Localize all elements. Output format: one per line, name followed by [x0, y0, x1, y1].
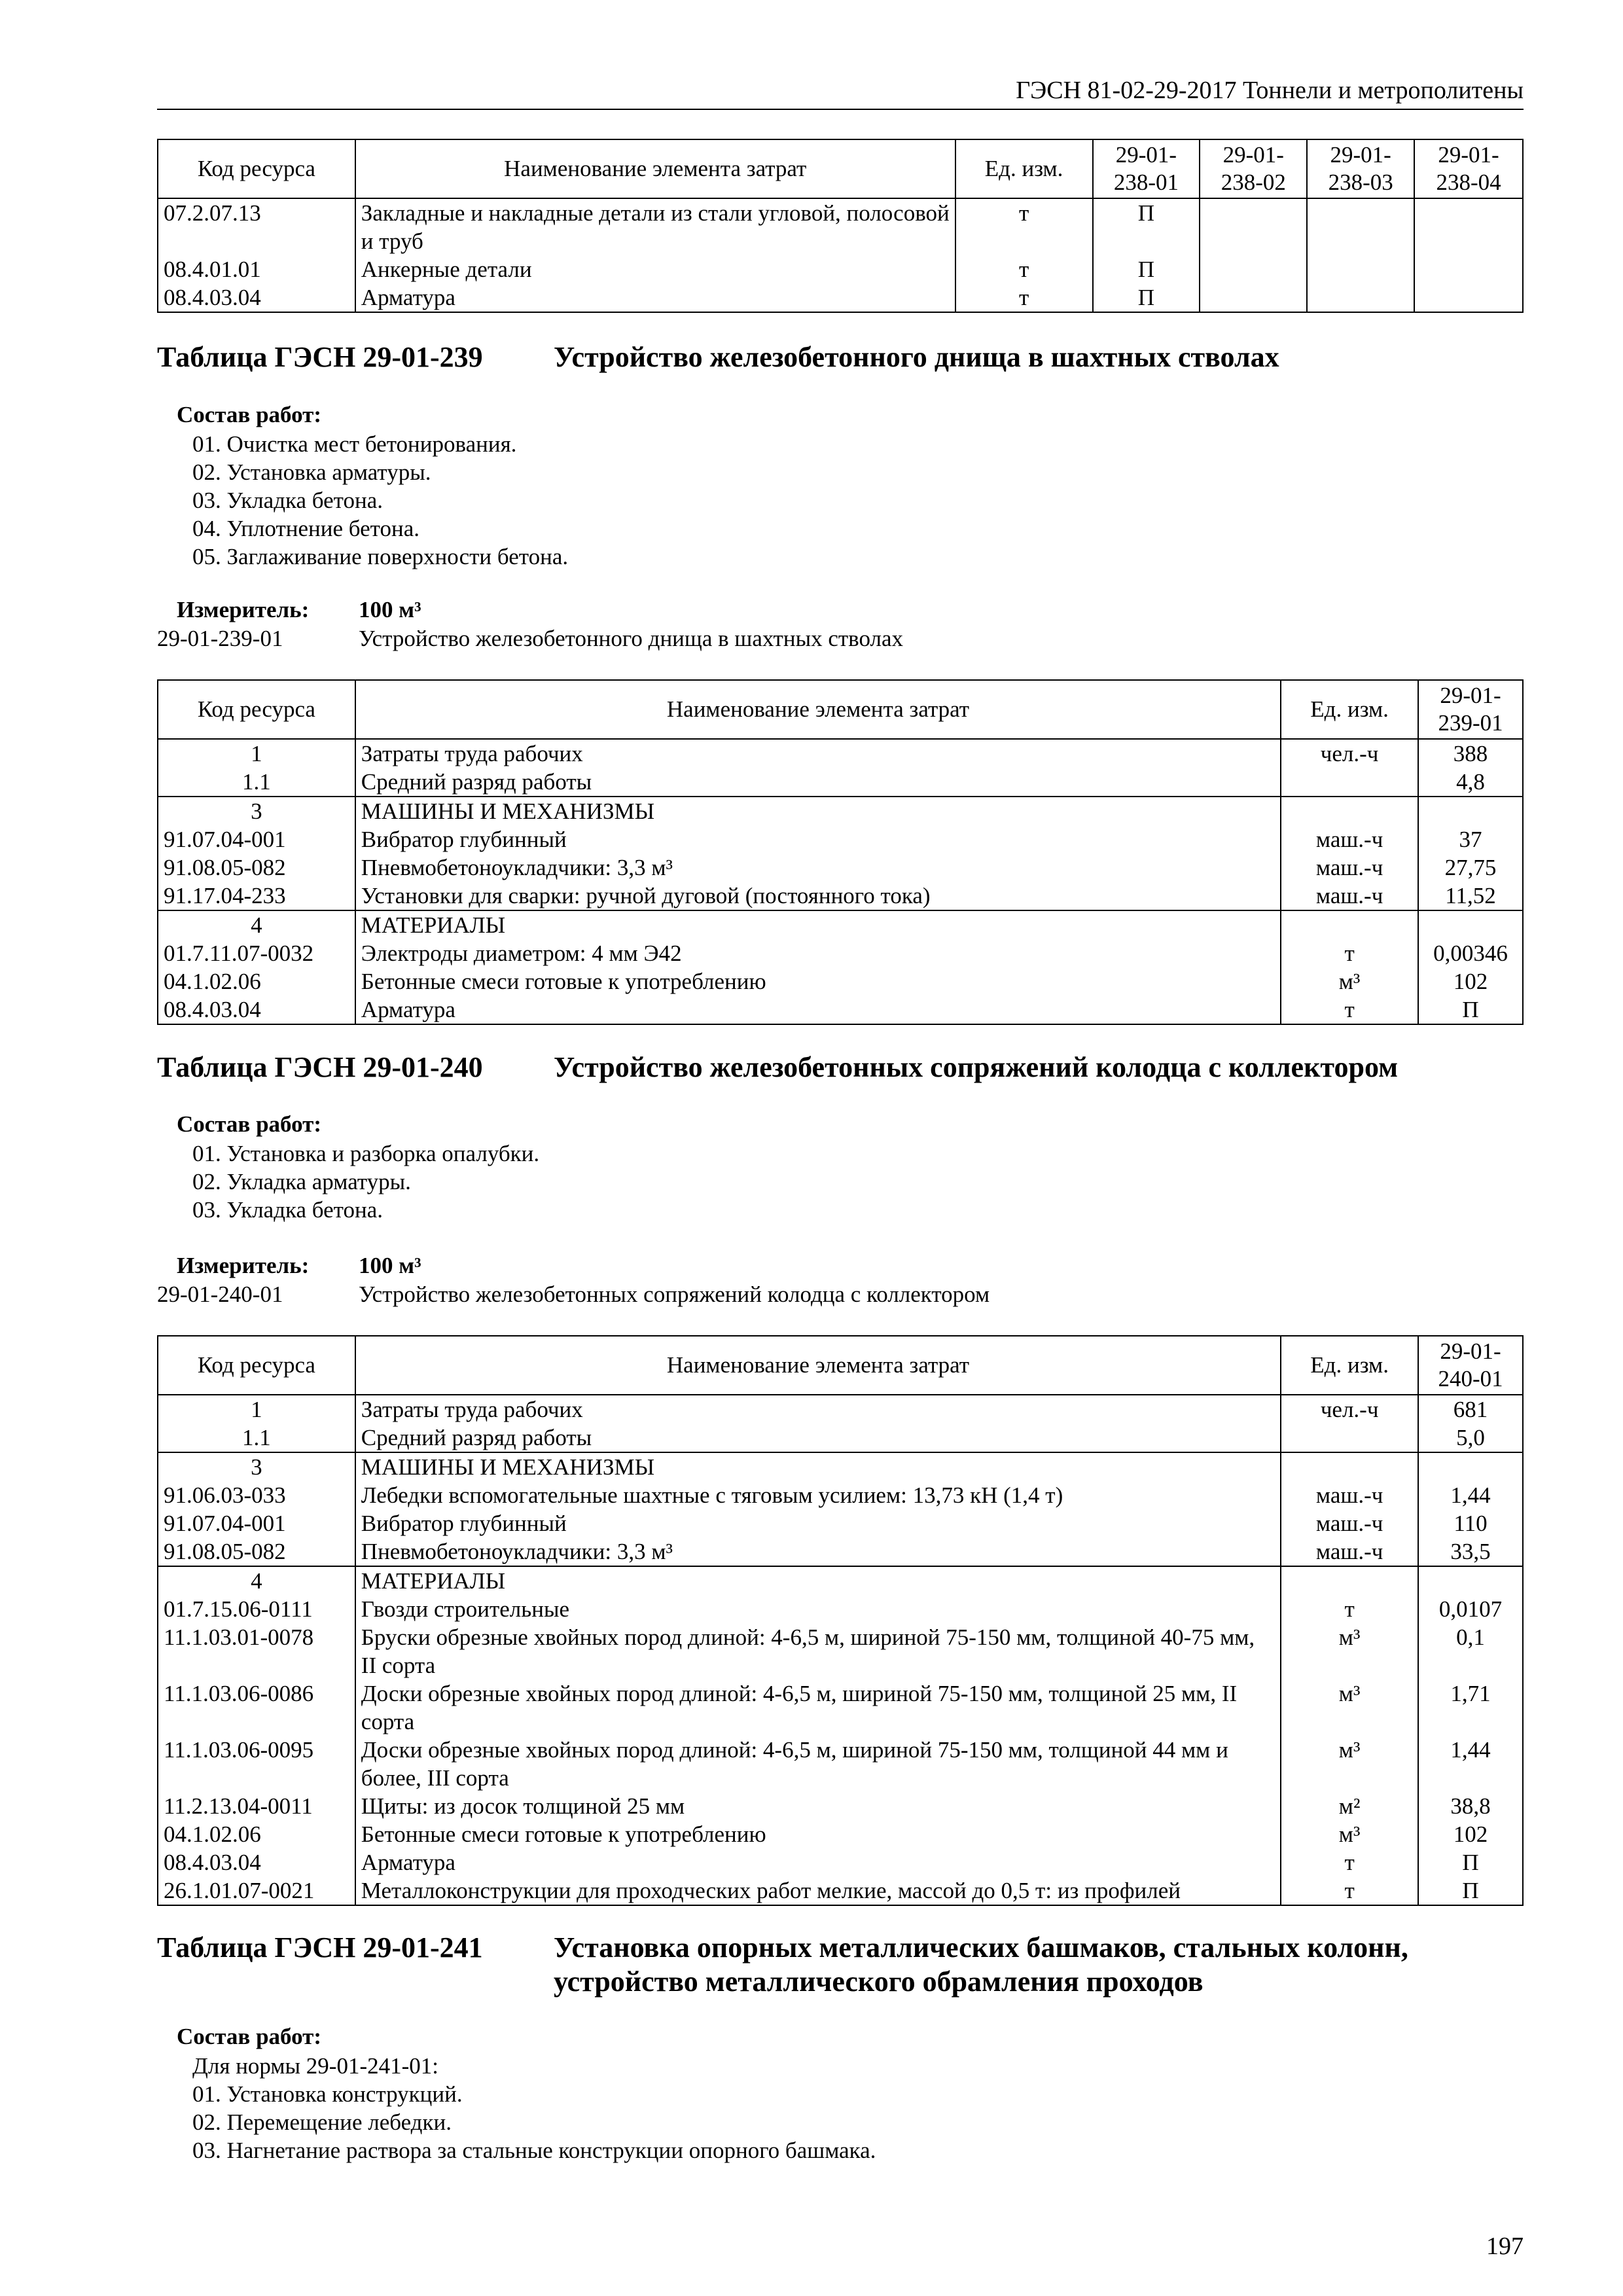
norm-code: 29-01-240-01: [157, 1282, 283, 1307]
table-row: [158, 1424, 1523, 1452]
table-row: [158, 198, 1523, 255]
unit-cell: т: [1281, 939, 1418, 967]
resource-code-cell: 01.7.11.07-0032: [158, 939, 355, 967]
norm-code: 29-01-239-01: [157, 626, 283, 651]
empty-cell: [1307, 255, 1414, 283]
meter-label: Измеритель:: [177, 1253, 310, 1278]
resource-code-cell: 07.2.07.13: [158, 198, 355, 255]
value-cell: 37: [1418, 825, 1523, 853]
empty-cell: [1200, 255, 1307, 283]
unit-cell: т: [955, 255, 1093, 283]
col-header-code: Код ресурса: [158, 1336, 355, 1395]
unit-cell: маш.-ч: [1281, 882, 1418, 910]
header-rule: [157, 109, 1524, 110]
resource-code-cell: 4: [158, 1566, 355, 1595]
table-title-line: устройство металлического обрамления проходов: [554, 1965, 1204, 1998]
unit-cell: чел.-ч: [1281, 739, 1418, 768]
table-title: [554, 1931, 1408, 1999]
value-cell: 4,8: [1418, 768, 1523, 797]
table-29-01-239: [157, 679, 1524, 1025]
resource-code-cell: 04.1.02.06: [158, 1820, 355, 1848]
unit-cell: т: [1281, 996, 1418, 1024]
col-header-unit: Ед. изм.: [1281, 1336, 1418, 1395]
page-number: 197: [1486, 2233, 1524, 2260]
table-row: [158, 1481, 1523, 1509]
table-29-01-238-continued: [157, 139, 1524, 313]
empty-cell: [1414, 283, 1523, 312]
empty-cell: [1414, 198, 1523, 255]
norm-name: Устройство железобетонного днища в шахтных стволах: [359, 626, 903, 651]
value-cell: 0,1: [1418, 1623, 1523, 1679]
resource-name-cell: Доски обрезные хвойных пород длиной: 4-6,5 м, шириной 75-150 мм, толщиной 25 мм, II сорта: [355, 1679, 1281, 1736]
table-row: [158, 1848, 1523, 1876]
table-29-01-240: [157, 1335, 1524, 1906]
table-row: [158, 1679, 1523, 1736]
resource-name-cell: Пневмобетоноукладчики: 3,3 м³: [355, 1537, 1281, 1566]
works-heading: Состав работ:: [177, 1111, 321, 1137]
work-item: 01. Установка конструкций.: [192, 2081, 463, 2107]
table-row: [158, 996, 1523, 1024]
value-cell: 5,0: [1418, 1424, 1523, 1452]
value-cell: [1418, 910, 1523, 939]
col-header-norm: 29-01-239-01: [1418, 680, 1523, 739]
unit-cell: маш.-ч: [1281, 1481, 1418, 1509]
col-header-norm: 29-01-238-01: [1093, 139, 1200, 198]
works-list: [192, 2052, 876, 2164]
resource-name-cell: МАТЕРИАЛЫ: [355, 910, 1281, 939]
value-cell: 11,52: [1418, 882, 1523, 910]
resource-name-cell: Электроды диаметром: 4 мм Э42: [355, 939, 1281, 967]
col-header-norm: 29-01-238-02: [1200, 139, 1307, 198]
resource-name-cell: Вибратор глубинный: [355, 825, 1281, 853]
works-heading: Состав работ:: [177, 2024, 321, 2049]
unit-cell: т: [955, 283, 1093, 312]
table-row: [158, 797, 1523, 825]
resource-name-cell: Анкерные детали: [355, 255, 955, 283]
resource-name-cell: МАШИНЫ И МЕХАНИЗМЫ: [355, 797, 1281, 825]
resource-code-cell: 11.1.03.01-0078: [158, 1623, 355, 1679]
table-row: [158, 1595, 1523, 1623]
value-cell: П: [1418, 1848, 1523, 1876]
table-row: [158, 739, 1523, 768]
resource-code-cell: 04.1.02.06: [158, 967, 355, 996]
resource-code-cell: 91.06.03-033: [158, 1481, 355, 1509]
col-header-norm: 29-01-238-03: [1307, 139, 1414, 198]
resource-name-cell: Арматура: [355, 1848, 1281, 1876]
col-header-name: Наименование элемента затрат: [355, 139, 955, 198]
table-title-line: Установка опорных металлических башмаков, стальных колонн,: [554, 1931, 1408, 1964]
resource-name-cell: Пневмобетоноукладчики: 3,3 м³: [355, 853, 1281, 882]
works-list: [192, 430, 568, 571]
unit-cell: м³: [1281, 967, 1418, 996]
unit-cell: маш.-ч: [1281, 1509, 1418, 1537]
value-cell: 0,0107: [1418, 1595, 1523, 1623]
work-item: Для нормы 29-01-241-01:: [192, 2053, 438, 2079]
work-item: 04. Уплотнение бетона.: [192, 516, 419, 541]
resource-name-cell: Гвозди строительные: [355, 1595, 1281, 1623]
value-cell: 681: [1418, 1395, 1523, 1424]
resource-code-cell: 1: [158, 739, 355, 768]
col-header-code: Код ресурса: [158, 139, 355, 198]
value-cell: П: [1418, 996, 1523, 1024]
resource-code-cell: 1: [158, 1395, 355, 1424]
col-header-unit: Ед. изм.: [1281, 680, 1418, 739]
value-cell: 38,8: [1418, 1792, 1523, 1820]
value-cell: [1418, 797, 1523, 825]
resource-name-cell: Лебедки вспомогательные шахтные с тяговым усилием: 13,73 кН (1,4 т): [355, 1481, 1281, 1509]
meter-value: 100 м³: [359, 1253, 421, 1278]
resource-name-cell: Затраты труда рабочих: [355, 739, 1281, 768]
resource-name-cell: Арматура: [355, 283, 955, 312]
value-cell: 102: [1418, 967, 1523, 996]
table-row: [158, 1566, 1523, 1595]
unit-cell: чел.-ч: [1281, 1395, 1418, 1424]
resource-name-cell: Средний разряд работы: [355, 1424, 1281, 1452]
resource-name-cell: МАШИНЫ И МЕХАНИЗМЫ: [355, 1452, 1281, 1481]
unit-cell: [1281, 768, 1418, 797]
running-header: ГЭСН 81-02-29-2017 Тоннели и метрополитены: [1016, 77, 1524, 104]
resource-code-cell: 91.08.05-082: [158, 1537, 355, 1566]
unit-cell: м³: [1281, 1623, 1418, 1679]
table-row: [158, 1820, 1523, 1848]
value-cell: П: [1418, 1876, 1523, 1905]
value-cell: [1418, 1452, 1523, 1481]
resource-code-cell: 01.7.15.06-0111: [158, 1595, 355, 1623]
resource-name-cell: Бетонные смеси готовые к употреблению: [355, 1820, 1281, 1848]
resource-code-cell: 08.4.03.04: [158, 996, 355, 1024]
resource-code-cell: 91.17.04-233: [158, 882, 355, 910]
work-item: 02. Перемещение лебедки.: [192, 2109, 452, 2135]
work-item: 02. Укладка арматуры.: [192, 1169, 411, 1194]
unit-cell: маш.-ч: [1281, 1537, 1418, 1566]
norm-name: Устройство железобетонных сопряжений колодца с коллектором: [359, 1282, 990, 1307]
resource-code-cell: 11.2.13.04-0011: [158, 1792, 355, 1820]
value-cell: 110: [1418, 1509, 1523, 1537]
table-row: [158, 1509, 1523, 1537]
table-row: [158, 1452, 1523, 1481]
empty-cell: [1307, 198, 1414, 255]
col-header-unit: Ед. изм.: [955, 139, 1093, 198]
table-row: [158, 939, 1523, 967]
unit-cell: м³: [1281, 1820, 1418, 1848]
table-row: [158, 967, 1523, 996]
unit-cell: [1281, 1424, 1418, 1452]
table-row: [158, 255, 1523, 283]
table-row: [158, 1876, 1523, 1905]
value-cell: 1,44: [1418, 1736, 1523, 1792]
value-cell: 0,00346: [1418, 939, 1523, 967]
resource-name-cell: Доски обрезные хвойных пород длиной: 4-6,5 м, шириной 75-150 мм, толщиной 44 мм и более, III сорта: [355, 1736, 1281, 1792]
table-row: [158, 1537, 1523, 1566]
resource-name-cell: Арматура: [355, 996, 1281, 1024]
table-row: [158, 1623, 1523, 1679]
table-label: Таблица ГЭСН 29-01-241: [157, 1931, 483, 1964]
resource-name-cell: Металлоконструкции для проходческих работ мелкие, массой до 0,5 т: из профилей: [355, 1876, 1281, 1905]
resource-name-cell: Затраты труда рабочих: [355, 1395, 1281, 1424]
table-title: Устройство железобетонных сопряжений колодца с коллектором: [554, 1051, 1399, 1083]
unit-cell: м³: [1281, 1736, 1418, 1792]
value-cell: П: [1093, 283, 1200, 312]
works-heading: Состав работ:: [177, 402, 321, 427]
unit-cell: м²: [1281, 1792, 1418, 1820]
resource-name-cell: Бетонные смеси готовые к употреблению: [355, 967, 1281, 996]
unit-cell: [1281, 1452, 1418, 1481]
unit-cell: т: [1281, 1876, 1418, 1905]
resource-code-cell: 1.1: [158, 768, 355, 797]
resource-code-cell: 11.1.03.06-0095: [158, 1736, 355, 1792]
value-cell: 33,5: [1418, 1537, 1523, 1566]
work-item: 03. Нагнетание раствора за стальные конструкции опорного башмака.: [192, 2138, 876, 2163]
value-cell: [1418, 1566, 1523, 1595]
col-header-name: Наименование элемента затрат: [355, 1336, 1281, 1395]
resource-name-cell: Вибратор глубинный: [355, 1509, 1281, 1537]
resource-code-cell: 3: [158, 797, 355, 825]
table-row: [158, 768, 1523, 797]
resource-name-cell: МАТЕРИАЛЫ: [355, 1566, 1281, 1595]
resource-name-cell: Щиты: из досок толщиной 25 мм: [355, 1792, 1281, 1820]
value-cell: 1,44: [1418, 1481, 1523, 1509]
table-title: Устройство железобетонного днища в шахтных стволах: [554, 341, 1279, 373]
unit-cell: маш.-ч: [1281, 853, 1418, 882]
unit-cell: маш.-ч: [1281, 825, 1418, 853]
table-label: Таблица ГЭСН 29-01-239: [157, 341, 483, 373]
resource-code-cell: 91.07.04-001: [158, 825, 355, 853]
resource-code-cell: 91.08.05-082: [158, 853, 355, 882]
resource-name-cell: Закладные и накладные детали из стали угловой, полосовой и труб: [355, 198, 955, 255]
resource-code-cell: 08.4.03.04: [158, 1848, 355, 1876]
unit-cell: [1281, 1566, 1418, 1595]
col-header-name: Наименование элемента затрат: [355, 680, 1281, 739]
table-row: [158, 853, 1523, 882]
value-cell: 27,75: [1418, 853, 1523, 882]
resource-code-cell: 08.4.01.01: [158, 255, 355, 283]
unit-cell: [1281, 910, 1418, 939]
empty-cell: [1414, 255, 1523, 283]
unit-cell: т: [1281, 1595, 1418, 1623]
col-header-norm: 29-01-238-04: [1414, 139, 1523, 198]
resource-code-cell: 4: [158, 910, 355, 939]
resource-code-cell: 11.1.03.06-0086: [158, 1679, 355, 1736]
value-cell: 1,71: [1418, 1679, 1523, 1736]
work-item: 05. Заглаживание поверхности бетона.: [192, 544, 569, 569]
value-cell: П: [1093, 255, 1200, 283]
col-header-norm: 29-01-240-01: [1418, 1336, 1523, 1395]
unit-cell: [1281, 797, 1418, 825]
empty-cell: [1200, 198, 1307, 255]
resource-code-cell: 1.1: [158, 1424, 355, 1452]
resource-code-cell: 91.07.04-001: [158, 1509, 355, 1537]
work-item: 02. Установка арматуры.: [192, 459, 431, 485]
table-row: [158, 1395, 1523, 1424]
resource-name-cell: Установки для сварки: ручной дуговой (постоянного тока): [355, 882, 1281, 910]
meter-value: 100 м³: [359, 597, 421, 622]
table-row: [158, 283, 1523, 312]
table-label: Таблица ГЭСН 29-01-240: [157, 1051, 483, 1083]
work-item: 03. Укладка бетона.: [192, 488, 383, 513]
resource-name-cell: Бруски обрезные хвойных пород длиной: 4-6,5 м, шириной 75-150 мм, толщиной 40-75 мм, II сорта: [355, 1623, 1281, 1679]
col-header-code: Код ресурса: [158, 680, 355, 739]
value-cell: П: [1093, 198, 1200, 255]
table-row: [158, 1736, 1523, 1792]
resource-code-cell: 08.4.03.04: [158, 283, 355, 312]
works-list: [192, 1139, 539, 1224]
empty-cell: [1307, 283, 1414, 312]
resource-name-cell: Средний разряд работы: [355, 768, 1281, 797]
resource-code-cell: 26.1.01.07-0021: [158, 1876, 355, 1905]
meter-label: Измеритель:: [177, 597, 310, 622]
work-item: 01. Очистка мест бетонирования.: [192, 431, 517, 457]
table-row: [158, 1792, 1523, 1820]
table-row: [158, 910, 1523, 939]
resource-code-cell: 3: [158, 1452, 355, 1481]
value-cell: 102: [1418, 1820, 1523, 1848]
unit-cell: м³: [1281, 1679, 1418, 1736]
work-item: 01. Установка и разборка опалубки.: [192, 1141, 540, 1166]
table-row: [158, 825, 1523, 853]
empty-cell: [1200, 283, 1307, 312]
value-cell: 388: [1418, 739, 1523, 768]
unit-cell: т: [1281, 1848, 1418, 1876]
table-row: [158, 882, 1523, 910]
work-item: 03. Укладка бетона.: [192, 1197, 383, 1223]
unit-cell: т: [955, 198, 1093, 255]
